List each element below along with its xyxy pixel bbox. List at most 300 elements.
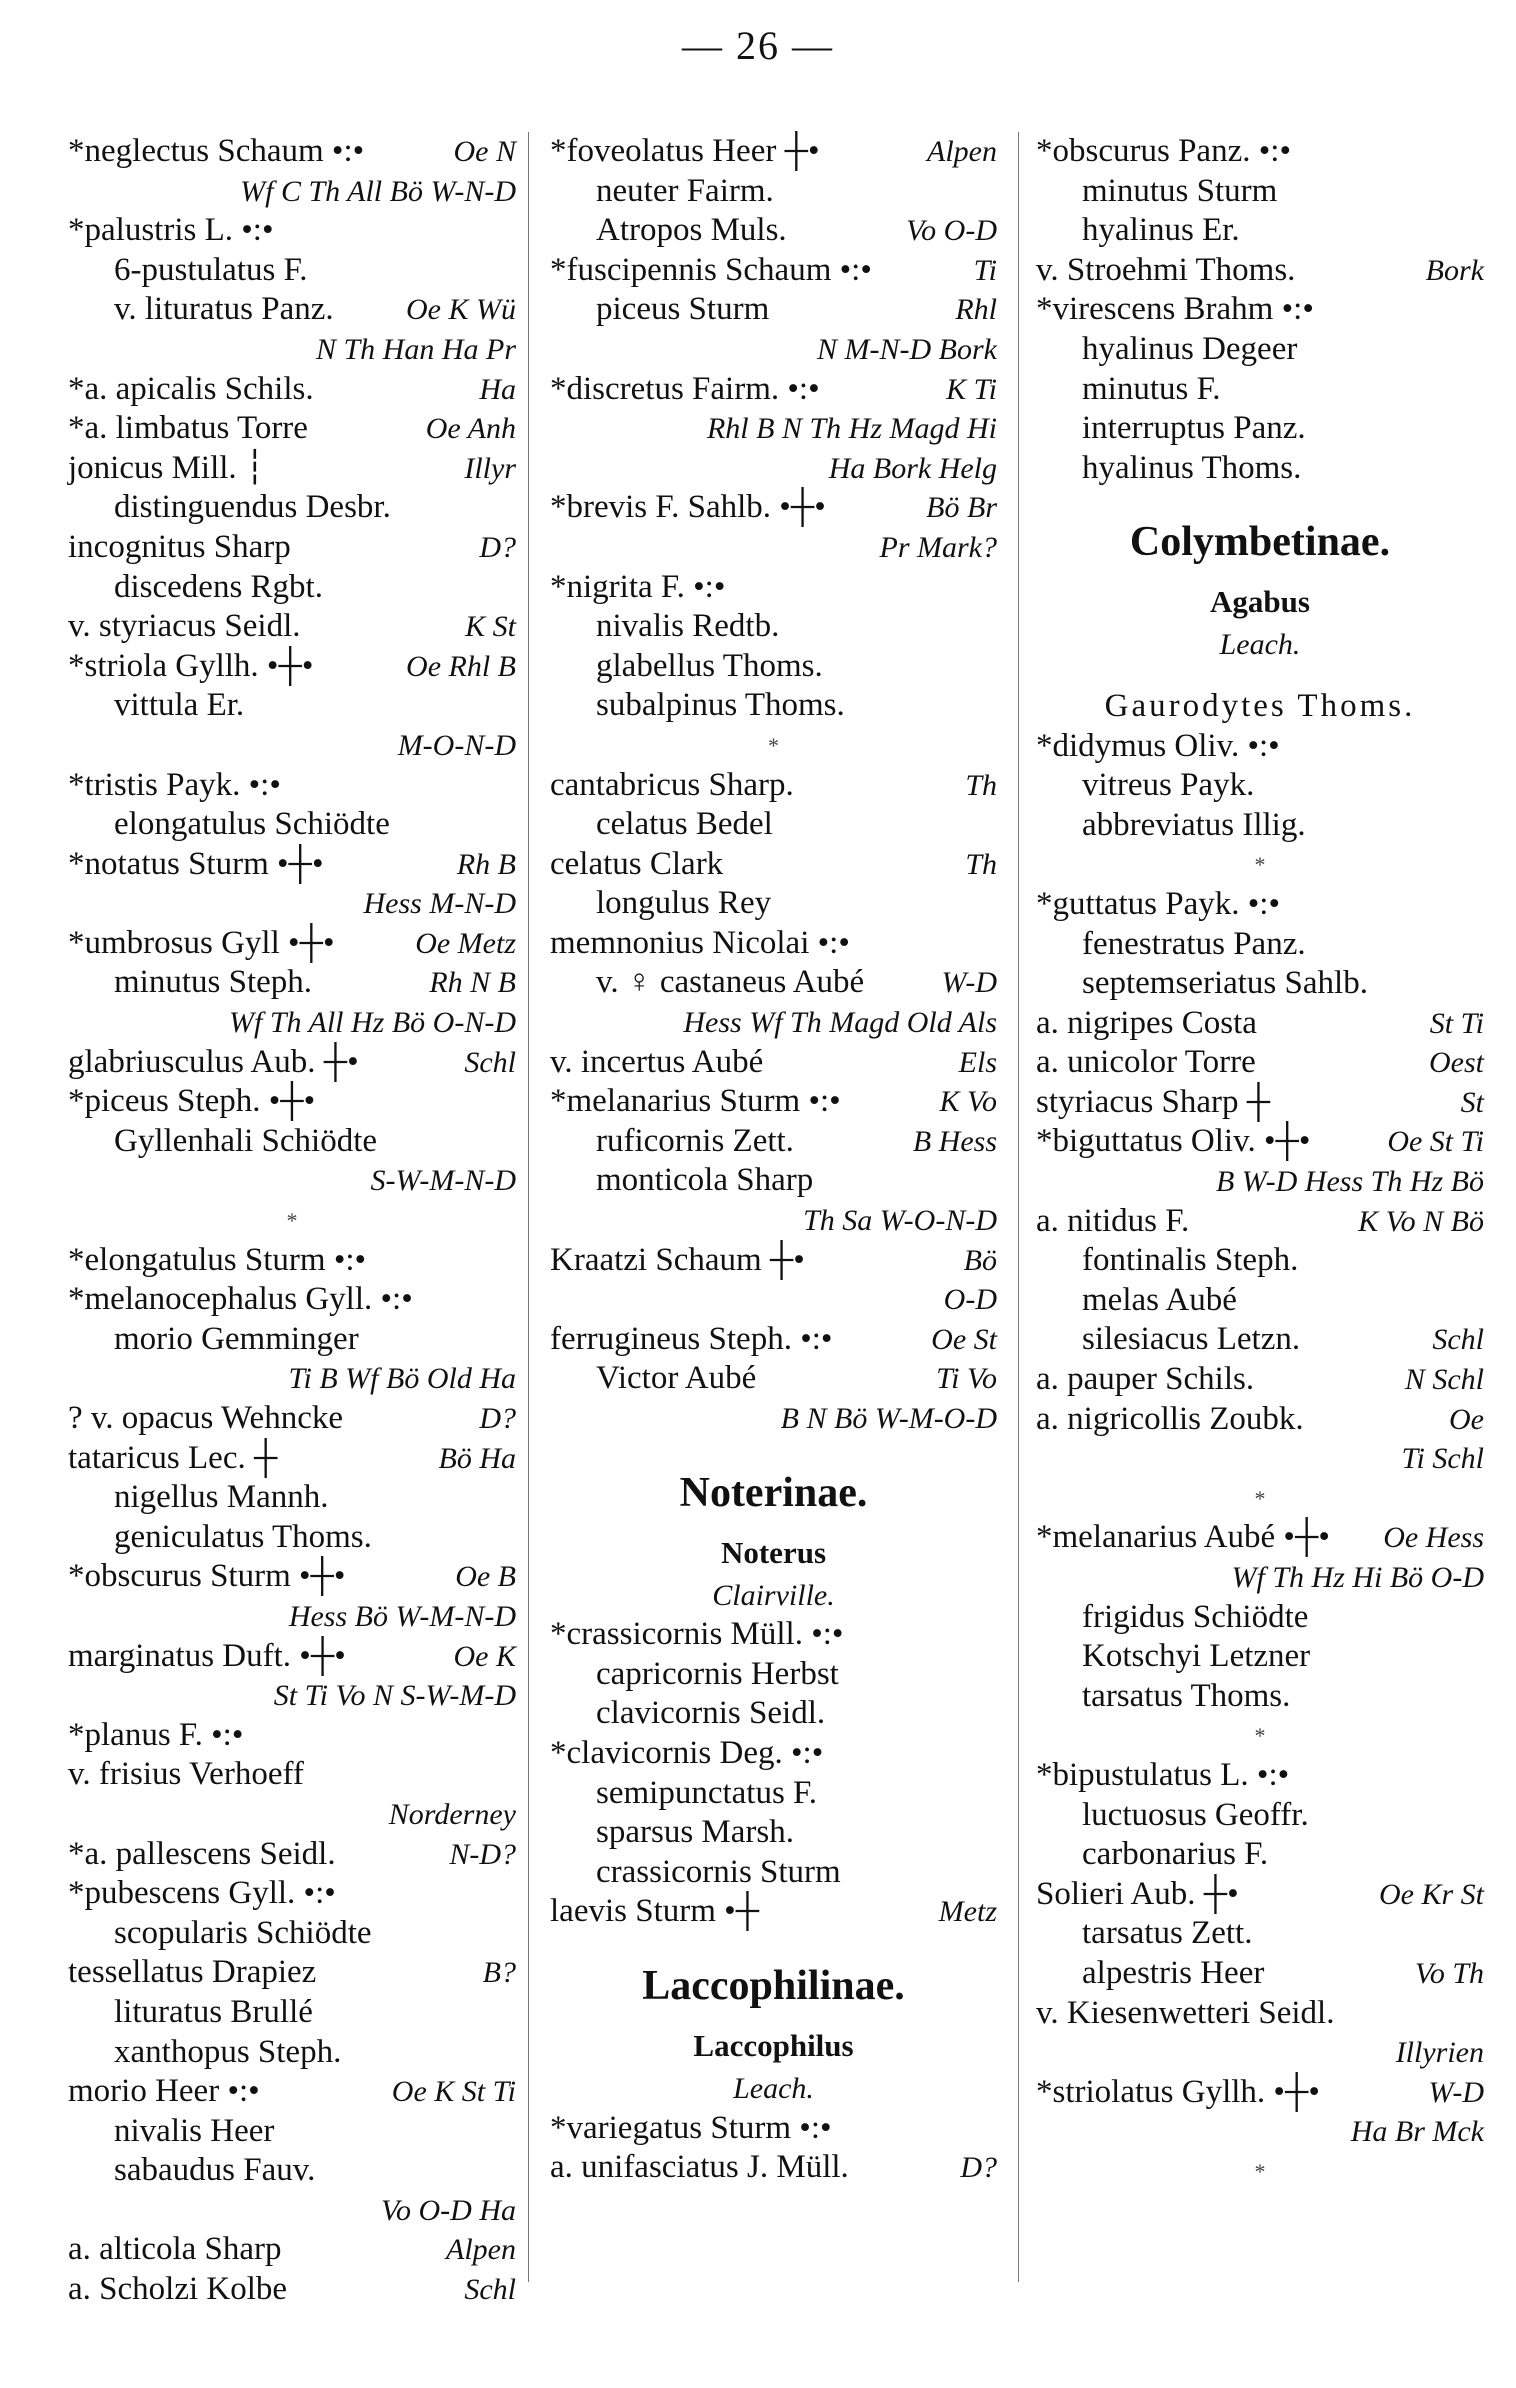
species-entry <box>550 2109 997 2149</box>
subfamily-heading <box>550 1471 997 1526</box>
distribution-codes: Pr Mark? <box>879 530 997 564</box>
synonym-entry <box>68 488 516 528</box>
entry-name: xanthopus Steph. <box>114 2033 342 2070</box>
distribution-codes: Hess Wf Th Magd Old Als <box>683 1006 997 1040</box>
synonym-entry <box>550 211 997 251</box>
entry-name: * <box>286 1208 298 1234</box>
distribution-codes: Alpen <box>927 135 997 168</box>
entry-name: * <box>768 732 779 758</box>
entry-name: alpestris Heer <box>1082 1954 1265 1991</box>
subfamily-heading <box>1036 520 1484 575</box>
entry-name: *elongatulus Sturm •:• <box>68 1241 367 1278</box>
entry-name: v. incertus Aubé <box>550 1043 764 1080</box>
distribution-codes: Oe K <box>453 1639 516 1673</box>
column-2 <box>550 132 997 2188</box>
entry-name: luctuosus Geoffr. <box>1082 1796 1309 1833</box>
entry-name: Gyllenhali Schiödte <box>114 1122 378 1159</box>
synonym-entry <box>1036 1637 1484 1677</box>
entry-name: ruficornis Zett. <box>596 1122 794 1159</box>
synonym-entry <box>550 1853 997 1893</box>
entry-name: v. Stroehmi Thoms. <box>1036 251 1296 288</box>
distribution-line <box>68 1161 516 1201</box>
distribution-codes: Rhl B N Th Hz Magd Hi <box>706 412 997 446</box>
distribution-codes: Ti Vo <box>936 1362 997 1396</box>
species-entry <box>1036 1875 1484 1915</box>
entry-name: a. unifasciatus J. Müll. <box>550 2149 849 2186</box>
distribution-codes: N Schl <box>1404 1363 1484 1397</box>
species-entry <box>550 1241 997 1281</box>
synonym-entry <box>550 1774 997 1814</box>
entry-name: a. Scholzi Kolbe <box>68 2271 288 2308</box>
species-entry <box>1036 1994 1484 2034</box>
entry-name: distinguendus Desbr. <box>114 489 391 526</box>
distribution-codes: Ti B Wf Bö Old Ha <box>288 1362 516 1396</box>
entry-name: *striola Gyllh. •┼• <box>68 647 314 684</box>
entry-name: *tristis Payk. •:• <box>68 766 281 803</box>
distribution-codes: Th Sa W-O-N-D <box>803 1204 997 1238</box>
synonym-entry <box>1036 1796 1484 1836</box>
species-entry <box>68 132 516 172</box>
synonym-entry <box>1036 964 1484 1004</box>
entry-name: *a. apicalis Schils. <box>68 370 314 407</box>
distribution-line <box>550 528 997 568</box>
distribution-codes: St Ti <box>1429 1006 1484 1040</box>
distribution-codes: Wf C Th All Bö W-N-D <box>240 174 516 208</box>
genus-author <box>550 1576 997 1616</box>
distribution-codes: Ha <box>479 372 516 406</box>
species-entry <box>68 2072 516 2112</box>
entry-name: a. nigripes Costa <box>1036 1004 1257 1041</box>
entry-name: semipunctatus F. <box>596 1774 818 1811</box>
distribution-codes: Bork <box>1425 253 1484 287</box>
entry-name: Victor Aubé <box>596 1360 757 1397</box>
synonym-entry <box>1036 925 1484 965</box>
entry-name: celatus Clark <box>550 845 724 882</box>
species-entry <box>68 211 516 251</box>
entry-name: jonicus Mill. ┆ <box>68 449 265 486</box>
synonym-entry <box>68 251 516 291</box>
species-entry <box>550 568 997 608</box>
entry-name: *fuscipennis Schaum •:• <box>550 251 872 288</box>
entry-name: minutus Steph. <box>114 964 313 1001</box>
species-entry <box>68 1557 516 1597</box>
entry-name: *melanocephalus Gyll. •:• <box>68 1281 413 1318</box>
distribution-codes: Ha Bork Helg <box>828 451 997 485</box>
entry-name: sabaudus Fauv. <box>114 2152 316 2189</box>
entry-name: *a. pallescens Seidl. <box>68 1835 336 1872</box>
distribution-codes: Oe Metz <box>415 926 516 960</box>
entry-name: marginatus Duft. •┼• <box>68 1637 346 1674</box>
synonym-entry <box>68 568 516 608</box>
synonym-entry <box>68 1518 516 1558</box>
species-entry <box>550 1734 997 1774</box>
species-entry <box>68 766 516 806</box>
entry-name: sparsus Marsh. <box>596 1814 794 1851</box>
entry-name: nigellus Mannh. <box>114 1479 329 1516</box>
distribution-line <box>68 2191 516 2231</box>
species-entry <box>1036 1360 1484 1400</box>
entry-name: *bipustulatus L. •:• <box>1036 1756 1290 1793</box>
entry-name: hyalinus Er. <box>1082 212 1240 249</box>
distribution-codes: Vo O-D <box>906 214 997 248</box>
distribution-codes: Oe Kr St <box>1379 1877 1484 1911</box>
synonym-entry <box>550 1655 997 1695</box>
distribution-line <box>68 884 516 924</box>
distribution-line <box>550 449 997 489</box>
distribution-codes: W-D <box>1428 2075 1484 2109</box>
entry-name: ? v. opacus Wehncke <box>68 1400 343 1436</box>
column-rule <box>1018 132 1019 2282</box>
distribution-line <box>1036 1558 1484 1598</box>
distribution-codes: Oe Anh <box>425 412 516 446</box>
genus-heading <box>550 2027 997 2069</box>
synonym-entry <box>68 1993 516 2033</box>
column-3 <box>1036 132 1484 2192</box>
entry-name: a. unicolor Torre <box>1036 1044 1256 1081</box>
synonym-entry <box>1036 1598 1484 1638</box>
distribution-line <box>68 726 516 766</box>
distribution-codes: Oe Hess <box>1383 1521 1484 1555</box>
entry-name: * <box>1254 1485 1266 1511</box>
distribution-codes: Oe St Ti <box>1387 1125 1484 1159</box>
entry-name: v. Kiesenwetteri Seidl. <box>1036 1994 1335 2031</box>
distribution-codes: K Ti <box>946 372 997 406</box>
distribution-line <box>550 330 997 370</box>
distribution-codes: Ha Br Mck <box>1350 2115 1484 2149</box>
distribution-codes: D? <box>960 2151 997 2185</box>
synonym-entry <box>1036 172 1484 212</box>
entry-name: subalpinus Thoms. <box>596 687 845 724</box>
entry-name: frigidus Schiödte <box>1082 1598 1309 1635</box>
distribution-codes: N Th Han Ha Pr <box>315 332 516 366</box>
entry-name: *melanarius Aubé •┼• <box>1036 1519 1330 1556</box>
distribution-codes: St <box>1460 1085 1484 1119</box>
synonym-entry <box>550 1813 997 1853</box>
distribution-codes: Els <box>958 1045 997 1079</box>
column-1 <box>68 132 516 2310</box>
entry-name: styriacus Sharp ┼ <box>1036 1083 1271 1120</box>
synonym-entry <box>550 290 997 330</box>
synonym-entry <box>1036 1677 1484 1717</box>
species-entry <box>1036 2073 1484 2113</box>
distribution-codes: Wf Th Hz Hi Bö O-D <box>1231 1561 1484 1594</box>
distribution-codes: N M-N-D Bork <box>817 332 997 366</box>
distribution-codes: K St <box>465 610 516 644</box>
entry-name: v. lituratus Panz. <box>114 291 334 328</box>
species-entry <box>68 2270 516 2310</box>
distribution-codes: Alpen <box>446 2233 516 2267</box>
distribution-codes: Oe Rhl B <box>406 649 516 683</box>
synonym-entry <box>1036 330 1484 370</box>
species-entry <box>1036 1202 1484 1242</box>
distribution-codes: K Vo <box>939 1085 997 1119</box>
entry-name: longulus Rey <box>596 885 772 922</box>
distribution-line <box>550 1280 997 1320</box>
species-entry <box>68 449 516 489</box>
synonym-entry <box>68 1122 516 1162</box>
synonym-entry <box>550 172 997 212</box>
entry-name: fenestratus Panz. <box>1082 925 1306 962</box>
species-entry <box>1036 1518 1484 1558</box>
entry-name: *obscurus Sturm •┼• <box>68 1558 346 1595</box>
entry-name: memnonius Nicolai •:• <box>550 924 850 961</box>
entry-name: *neglectus Schaum •:• <box>68 133 365 169</box>
species-entry <box>550 924 997 964</box>
entry-name: vittula Er. <box>114 687 245 724</box>
distribution-codes: Ti <box>973 253 997 287</box>
species-entry <box>550 370 997 410</box>
species-entry <box>550 1892 997 1932</box>
column-rule <box>528 132 529 2282</box>
entry-name: abbreviatus Illig. <box>1082 806 1306 843</box>
entry-name: *crassicornis Müll. •:• <box>550 1616 844 1653</box>
distribution-codes: W-D <box>941 966 997 1000</box>
distribution-codes: Oe <box>1449 1402 1484 1436</box>
entry-name: discedens Rgbt. <box>114 568 323 605</box>
species-entry <box>68 924 516 964</box>
synonym-entry <box>68 963 516 1003</box>
entry-name: minutus Sturm <box>1082 172 1278 209</box>
distribution-codes: Oe St <box>931 1322 997 1356</box>
entry-name: morio Heer •:• <box>68 2073 260 2110</box>
entry-name: tataricus Lec. ┼ <box>68 1439 278 1476</box>
species-entry <box>68 1082 516 1122</box>
synonym-entry <box>68 2033 516 2073</box>
entry-name: *biguttatus Oliv. •┼• <box>1036 1123 1311 1160</box>
entry-name: cantabricus Sharp. <box>550 766 794 803</box>
synonym-entry <box>550 1122 997 1162</box>
species-entry <box>550 766 997 806</box>
synonym-entry <box>550 805 997 845</box>
distribution-codes: Metz <box>938 1895 997 1929</box>
species-entry <box>68 1835 516 1875</box>
entry-name: clavicornis Seidl. <box>596 1695 826 1732</box>
genus-author <box>550 2069 997 2109</box>
spacer <box>550 1932 997 1954</box>
distribution-line <box>1036 2112 1484 2152</box>
distribution-codes: Oe B <box>455 1560 516 1594</box>
entry-name: Noterinae. <box>679 1469 868 1516</box>
distribution-codes: B N Bö W-M-O-D <box>780 1402 997 1435</box>
entry-name: morio Gemminger <box>114 1320 359 1357</box>
species-entry <box>68 409 516 449</box>
entry-name: *a. limbatus Torre <box>68 410 308 447</box>
page-number: — 26 — <box>682 23 834 68</box>
entry-name: glabellus Thoms. <box>596 647 823 684</box>
distribution-line <box>68 330 516 370</box>
entry-name: *umbrosus Gyll •┼• <box>68 924 335 961</box>
entry-name: Gaurodytes Thoms. <box>1104 687 1416 724</box>
genus-heading <box>550 1534 997 1576</box>
entry-name: Laccophilinae. <box>642 1962 905 2009</box>
synonym-entry <box>550 1161 997 1201</box>
species-entry <box>1036 1004 1484 1044</box>
species-entry <box>1036 1400 1484 1440</box>
synonym-entry <box>1036 1241 1484 1281</box>
species-entry <box>68 1637 516 1677</box>
distribution-codes: Bö <box>963 1243 997 1277</box>
entry-name: hyalinus Thoms. <box>1082 449 1302 486</box>
entry-name: silesiacus Letzn. <box>1082 1321 1301 1358</box>
entry-name: *guttatus Payk. •:• <box>1036 885 1281 922</box>
species-entry <box>68 1716 516 1756</box>
species-entry <box>68 1439 516 1479</box>
entry-name: interruptus Panz. <box>1082 410 1306 447</box>
species-entry <box>550 1082 997 1122</box>
species-entry <box>550 845 997 885</box>
synonym-entry <box>1036 1320 1484 1360</box>
distribution-codes: Schl <box>1432 1323 1484 1357</box>
entry-name: a. alticola Sharp <box>68 2231 282 2268</box>
distribution-codes: Oe N <box>453 135 516 168</box>
entry-name: *melanarius Sturm •:• <box>550 1083 841 1120</box>
entry-name: monticola Sharp <box>596 1162 814 1199</box>
species-entry <box>550 132 997 172</box>
synonym-entry <box>550 607 997 647</box>
species-entry <box>68 647 516 687</box>
distribution-codes: Schl <box>464 2273 516 2307</box>
genus-author <box>1036 625 1484 665</box>
entry-name: *striolatus Gyllh. •┼• <box>1036 2073 1320 2110</box>
species-entry <box>1036 290 1484 330</box>
distribution-line <box>1036 1162 1484 1202</box>
distribution-codes: D? <box>479 1402 516 1435</box>
entry-name: melas Aubé <box>1082 1281 1237 1318</box>
species-entry <box>550 251 997 291</box>
entry-name: Leach. <box>1219 628 1301 662</box>
entry-name: nivalis Heer <box>114 2112 275 2149</box>
distribution-codes: Wf Th All Hz Bö O-N-D <box>229 1006 516 1040</box>
entry-name: carbonarius F. <box>1082 1836 1269 1873</box>
entry-name: *piceus Steph. •┼• <box>68 1083 316 1120</box>
synonym-entry <box>68 805 516 845</box>
distribution-codes: St Ti Vo N S-W-M-D <box>273 1679 516 1713</box>
distribution-codes: Oest <box>1429 1046 1484 1080</box>
species-entry <box>68 528 516 568</box>
synonym-entry <box>1036 1914 1484 1954</box>
entry-name: scopularis Schiödte <box>114 1914 372 1951</box>
synonym-entry <box>68 290 516 330</box>
synonym-entry <box>1036 1954 1484 1994</box>
entry-name: glabriusculus Aub. ┼• <box>68 1043 359 1080</box>
synonym-entry <box>550 686 997 726</box>
entry-name: tarsatus Thoms. <box>1082 1677 1291 1714</box>
entry-name: *foveolatus Heer ┼• <box>550 133 820 169</box>
distribution-codes: Rh N B <box>429 966 516 1000</box>
spacer <box>550 1439 997 1461</box>
entry-name: a. nigricollis Zoubk. <box>1036 1400 1304 1437</box>
entry-name: celatus Bedel <box>596 806 773 843</box>
entry-name: Noterus <box>720 1534 827 1570</box>
distribution-codes: Oe K Wü <box>406 293 516 327</box>
entry-name: ferrugineus Steph. •:• <box>550 1320 833 1357</box>
entry-name: Kotschyi Letzner <box>1082 1638 1311 1675</box>
entry-name: Atropos Muls. <box>596 212 787 249</box>
entry-name: capricornis Herbst <box>596 1655 839 1692</box>
entry-name: incognitus Sharp <box>68 528 291 565</box>
synonym-entry <box>550 1694 997 1734</box>
species-entry <box>1036 1083 1484 1123</box>
synonym-entry <box>1036 370 1484 410</box>
distribution-codes: Illyr <box>464 451 516 485</box>
species-entry <box>550 2148 997 2188</box>
entry-name: *virescens Brahm •:• <box>1036 291 1314 328</box>
distribution-codes: Oe K St Ti <box>391 2075 516 2109</box>
entry-name: 6-pustulatus F. <box>114 251 308 288</box>
entry-name: vitreus Payk. <box>1082 767 1255 804</box>
entry-name: *obscurus Panz. •:• <box>1036 133 1291 169</box>
synonym-entry <box>550 647 997 687</box>
distribution-codes: B Hess <box>912 1124 997 1158</box>
synonym-entry <box>550 963 997 1003</box>
entry-name: Clairville. <box>712 1578 835 1612</box>
entry-name: geniculatus Thoms. <box>114 1518 372 1555</box>
species-entry <box>68 1755 516 1795</box>
group-separator <box>550 726 997 766</box>
entry-name: * <box>1254 852 1266 878</box>
distribution-line <box>550 1003 997 1043</box>
genus-heading <box>1036 584 1484 625</box>
entry-name: neuter Fairm. <box>596 172 774 209</box>
entry-name: *brevis F. Sahlb. •┼• <box>550 489 826 526</box>
distribution-line <box>68 1597 516 1637</box>
entry-name: *pubescens Gyll. •:• <box>68 1875 336 1912</box>
species-entry <box>550 1320 997 1360</box>
entry-name: *discretus Fairm. •:• <box>550 370 820 407</box>
entry-name: lituratus Brullé <box>114 1993 313 2030</box>
subfamily-heading <box>550 1964 997 2019</box>
subgenus-heading <box>1036 687 1484 727</box>
distribution-codes: S-W-M-N-D <box>370 1164 516 1198</box>
synonym-entry <box>1036 1835 1484 1875</box>
synonym-entry <box>1036 211 1484 251</box>
distribution-codes: Rh B <box>456 847 516 881</box>
distribution-codes: Illyrien <box>1395 2036 1484 2070</box>
entry-name: fontinalis Steph. <box>1082 1242 1299 1279</box>
species-entry <box>68 607 516 647</box>
entry-name: *nigrita F. •:• <box>550 568 726 605</box>
synonym-entry <box>550 884 997 924</box>
species-entry <box>68 1874 516 1914</box>
distribution-line <box>1036 2033 1484 2073</box>
species-entry <box>1036 251 1484 291</box>
species-entry <box>68 845 516 885</box>
entry-name: nivalis Redtb. <box>596 608 780 645</box>
distribution-line <box>550 1201 997 1241</box>
species-entry <box>1036 1122 1484 1162</box>
distribution-codes: Hess M-N-D <box>363 887 516 921</box>
distribution-codes: Norderney <box>388 1797 516 1831</box>
species-entry <box>68 1043 516 1083</box>
spacer <box>1036 665 1484 687</box>
distribution-line <box>68 172 516 212</box>
distribution-codes: Th <box>965 847 997 881</box>
entry-name: Solieri Aub. ┼• <box>1036 1875 1239 1912</box>
group-separator <box>1036 2152 1484 2192</box>
species-entry <box>68 1953 516 1993</box>
species-entry <box>550 1615 997 1655</box>
entry-name: *didymus Oliv. •:• <box>1036 727 1280 764</box>
species-entry <box>1036 1043 1484 1083</box>
species-entry <box>1036 132 1484 172</box>
species-entry <box>1036 1756 1484 1796</box>
entry-name: a. nitidus F. <box>1036 1202 1190 1239</box>
distribution-codes: Bö Br <box>926 491 997 525</box>
synonym-entry <box>1036 449 1484 489</box>
entry-name: elongatulus Schiödte <box>114 806 390 843</box>
distribution-line <box>68 1795 516 1835</box>
entry-name: Agabus <box>1210 584 1310 620</box>
